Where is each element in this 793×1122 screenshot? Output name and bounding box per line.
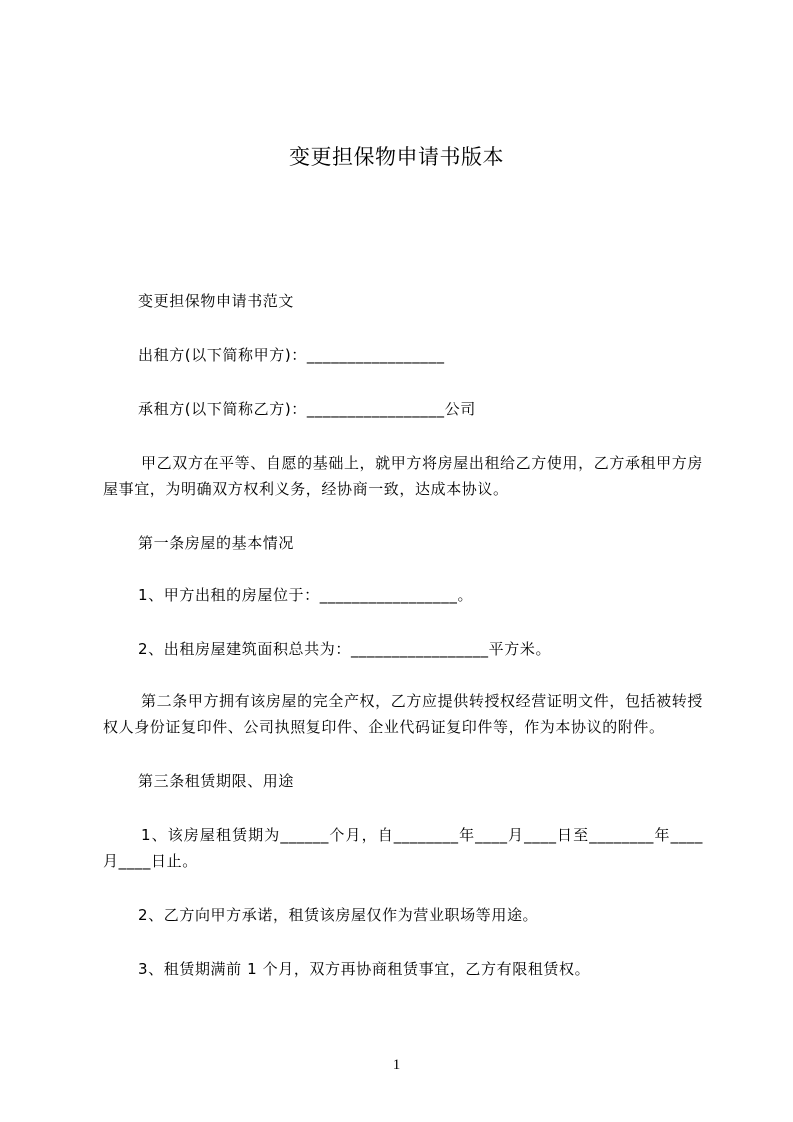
paragraph-subtitle: 变更担保物申请书范文 xyxy=(138,292,295,310)
paragraph-article-1-heading: 第一条房屋的基本情况 xyxy=(138,534,295,552)
paragraph-article-3-heading: 第三条租赁期限、用途 xyxy=(138,772,295,790)
paragraph-lease-term: 1、该房屋租赁期为______个月，自________年____月____日至________年____月____日止。 xyxy=(103,826,703,870)
page-number: 1 xyxy=(392,1057,401,1073)
paragraph-renewal: 3、租赁期满前 1 个月，双方再协商租赁事宜，乙方有限租赁权。 xyxy=(138,960,591,978)
paragraph-area: 2、出租房屋建筑面积总共为：_________________平方米。 xyxy=(138,640,552,658)
paragraph-preamble: 甲乙双方在平等、自愿的基础上，就甲方将房屋出租给乙方使用，乙方承租甲方房屋事宜，为明确双方权利义务，经协商一致，达成本协议。 xyxy=(103,454,703,498)
document-title: 变更担保物申请书版本 xyxy=(289,145,504,169)
paragraph-usage: 2、乙方向甲方承诺，租赁该房屋仅作为营业职场等用途。 xyxy=(138,906,539,924)
paragraph-lessor: 出租方(以下简称甲方)：_________________ xyxy=(138,346,445,364)
paragraph-article-2: 第二条甲方拥有该房屋的完全产权，乙方应提供转授权经营证明文件，包括被转授权人身份证复印件、公司执照复印件、企业代码证复印件等，作为本协议的附件。 xyxy=(103,692,703,736)
paragraph-lessee: 承租方(以下简称乙方)：_________________公司 xyxy=(138,400,476,418)
paragraph-location: 1、甲方出租的房屋位于：_________________。 xyxy=(138,586,474,604)
